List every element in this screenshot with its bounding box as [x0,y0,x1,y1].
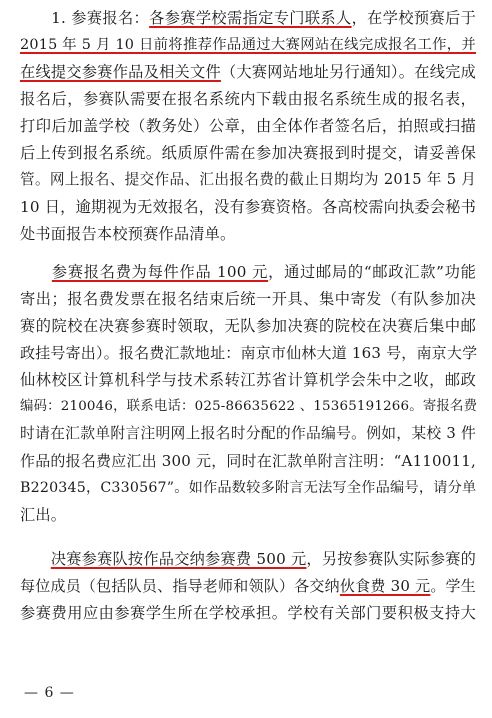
text-segment: 管。网上报名、提交作品、汇出报名费的截止日期均为 2015 年 5 月 [20,171,476,188]
underlined-text: 在线提交参赛作品及相关文件 [20,63,221,81]
text-segment: B220345，C330567”。如作品数较多附言无法写全作品编号，请分单 [20,480,477,496]
text-segment: 赛的院校在决赛参赛时领取，无队参加决赛的院校在决赛后集中邮 [20,317,476,335]
text-segment: ，另按参赛队实际参赛的 [306,550,476,568]
text-segment: 。学生 [430,577,476,595]
underlined-text: 决赛参赛队按作品交纳参赛费 500 元 [50,550,307,568]
text-line [20,197,476,217]
text-segment: ，在学校预赛后于 [351,9,476,27]
text-line [20,35,476,55]
text-segment: （大赛网站地址另行通知）。在线完成 [220,63,476,81]
text-line [20,116,476,136]
text-segment: 政挂号寄出）。报名费汇款地址：南京市仙林大道 163 号，南京大学 [20,344,478,362]
page-number: — 6 — [24,685,75,701]
text-line [20,289,476,309]
text-line [20,603,476,623]
text-line [20,505,476,525]
text-line [20,62,476,82]
text-segment [20,550,51,568]
text-line [20,316,476,336]
text-line [20,262,476,282]
text-segment: 1. 参赛报名： [20,9,150,27]
text-line [20,478,476,498]
text-line [20,343,476,363]
text-line [20,397,476,417]
text-line [20,224,476,244]
text-line [20,576,476,596]
text-line [20,549,476,569]
text-segment: 参赛费用应由参赛学生所在学校承担。学校有关部门要积极支持大 [20,604,476,622]
text-line [20,170,476,190]
text-segment: 作品的报名费应汇出 300 元，同时在汇款单附言注明：“A110011, [20,452,476,470]
text-segment: 仙林校区计算机科学与技术系转江苏省计算机学会朱中之收，邮政 [20,371,476,389]
underlined-text: 2015 年 5 月 10 日前将推荐作品通过大赛网站在线完成报名工作，并 [20,37,476,53]
underlined-text: 各参赛学校需指定专门联系人 [149,9,352,27]
text-segment: 后上传到报名系统。纸质原件需在参加决赛报到时提交，请妥善保 [20,144,476,162]
text-line [20,8,476,28]
text-segment: 打印后加盖学校（教务处）公章，由全体作者签名后，拍照或扫描 [20,117,476,135]
text-segment: 处书面报告本校预赛作品清单。 [20,225,236,243]
text-line [20,370,476,390]
text-line [20,143,476,163]
text-segment: 寄出；报名费发票在报名结束后统一开具、集中寄发（有队参加决 [20,290,476,308]
text-segment: 每位成员（包括队员、指导老师和领队）各交纳 [20,577,340,595]
text-segment: 汇出。 [20,506,67,524]
text-segment [20,263,52,281]
text-segment: 编码：210046，联系电话：025-86635622 、15365191266。寄报名费 [20,399,478,414]
text-segment: 报名后，参赛队需要在报名系统内下载由报名系统生成的报名表， [20,90,476,108]
underlined-text: 参赛报名费为每件作品 100 元 [51,263,269,281]
text-line [20,451,476,471]
text-line [20,424,476,444]
text-line [20,89,476,109]
text-segment: 10 日，逾期视为无效报名，没有参赛资格。各高校需向执委会秘书 [20,198,476,216]
underlined-text: 伙食费 30 元 [339,577,431,595]
text-segment: ，通过邮局的“邮政汇款”功能 [268,263,477,281]
text-segment: 时请在汇款单附言注明网上报名时分配的作品编号。例如，某校 3 件 [20,425,476,442]
